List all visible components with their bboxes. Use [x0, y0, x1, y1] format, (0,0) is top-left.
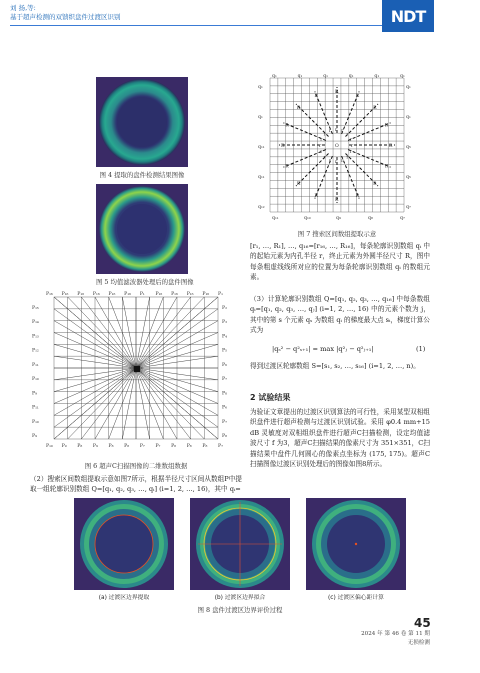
fig6-label-bottom: P₈	[202, 444, 208, 449]
fig7-label-top: q₁	[272, 74, 277, 79]
fig7-label-bottom: q₈	[368, 216, 373, 221]
fig7-label-right: q₁	[406, 85, 411, 90]
fig7-outer-R-label: R	[355, 193, 360, 199]
fig7-label-top: q₁	[374, 74, 380, 79]
fig6-label-right: P₆	[222, 405, 227, 411]
fig7-label-top: q₁	[323, 74, 328, 79]
fig6-label-right: P₇	[222, 419, 227, 425]
fig6-label-top: P₁₆	[155, 292, 163, 297]
fig6-label-right: P₂	[222, 306, 227, 311]
fig6-label-left: P₁₄	[32, 320, 39, 326]
fig5-caption: 图 5 均值滤波器处理后的盘件图像	[96, 278, 194, 286]
fig7-outer-R-label: R	[335, 90, 339, 95]
fig6-label-top: P₁	[139, 292, 145, 297]
fig7-outer-R-label: R	[281, 144, 285, 149]
fig7-outer-R-label: R	[384, 123, 389, 129]
fig7-outer-R-label: R	[384, 164, 389, 170]
fig8-caption: 图 8 盘件过渡区边界评价过程	[197, 606, 283, 614]
fig6-label-left: P₁₁	[32, 362, 39, 368]
equation-1: |qₛ² − q²ₛ₊₁| = max |q²ⱼ − q²ⱼ₊₁|	[272, 345, 374, 353]
fig7-outer-R-label: R	[296, 105, 301, 111]
fig6-label-right: P₈	[222, 434, 227, 439]
fig6-label-left: P₉	[32, 434, 37, 439]
fig6-label-left: P₁₁	[32, 405, 39, 411]
fig7-outer-R-label: R	[285, 123, 289, 129]
right-paragraph-2: （3）计算轮廓识别数组 Q=[q₁, q₂, q₃, …, q₁₆] 中每条数组 qᵢ=[q₁, q₂, q₃, …, qⱼ] (i=1, 2, …, 16) 中的元素个数为 j，其中的第 s 个元素 qₛ 为数组 qᵢ 的梯度最大点 sᵢ，梯度计算公式为	[250, 295, 430, 335]
fig6-label-bottom: P₈	[186, 444, 192, 449]
fig8a-label: (a) 过渡区边界提取	[98, 595, 150, 601]
fig7-label-right: q₁	[406, 115, 411, 120]
equation-number: (1)	[416, 345, 426, 353]
fig6-label-bottom: P₇	[155, 444, 161, 449]
fig7-search-ray	[345, 153, 378, 186]
fig6-label-bottom: P₁₀	[46, 444, 53, 449]
fig7-inner-r-label: r	[320, 150, 323, 156]
fig7-outer-R-label: R	[296, 182, 301, 188]
fig7-outer-R-label: R	[389, 144, 393, 149]
fig7-label-top: q₁	[348, 74, 354, 79]
fig7-outer-R-label: R	[355, 94, 360, 100]
section-heading: 2 试验结果	[250, 393, 291, 402]
fig7-outer-R-label: R	[314, 193, 318, 199]
fig7-label-top: q₁	[297, 74, 303, 79]
fig6-label-top: P₁₆	[92, 292, 100, 297]
fig4-image	[96, 77, 188, 167]
fig5-image	[96, 184, 188, 274]
fig6-label-top: P₁₆	[108, 292, 116, 297]
fig6-label-top: P₁₆	[46, 292, 53, 297]
fig7-search-ray	[296, 104, 329, 137]
fig7-outer-R-label: R	[335, 198, 339, 203]
fig6-label-right: P₅	[222, 348, 227, 354]
fig6-label-left: P₁₂	[32, 348, 39, 354]
fig7-inner-r-label: r	[335, 128, 338, 133]
journal-logo: NDT	[382, 0, 434, 32]
fig7-inner-r-label: r	[349, 150, 352, 156]
section-paragraph: 为验证文章提出的过渡区识别算法的可行性，采用某型双相组织盘件进行超声检测与过渡区识别试验。采用 φ0.4 mm+15 dB 灵敏度对双相组织盘件进行超声C扫描检测，设定均值滤波尺寸 f 为3，超声C扫描结果的像素尺寸为 351×351，C扫描结果中盘件几何圆心的像素点坐标为 (175, 175)。超声C扫描图像过渡区识别处理后的图像如图8所示。	[250, 408, 430, 469]
fig7-inner-r-label: r	[351, 144, 354, 149]
fig6-label-top: P₁₆	[202, 292, 210, 297]
fig6-label-bottom: P₉	[92, 444, 98, 449]
fig6-label-right: P₈	[222, 391, 227, 397]
fig7-label-left: q₁	[258, 85, 263, 90]
fig7-label-bottom: q₇	[400, 216, 405, 221]
left-column-paragraph: （2）搜索区间数组提取示意如图7所示，根据半径尺寸区间从数组P中提取一组轮廓识别数组 Q=[q₁, q₂, q₃, …, qᵢ] (i=1, 2, …, 16)，其中 qᵢ=	[30, 475, 242, 494]
fig6-label-top: P₁₆	[61, 292, 69, 297]
fig7-label-right: q₅	[406, 145, 411, 150]
fig7-diagram	[258, 72, 416, 228]
running-header-title: 基于超声检测的双馈织盘件过渡区识别	[10, 13, 121, 21]
fig7-caption: 图 7 搜索区间数组提取示意	[297, 230, 377, 238]
fig7-label-left: q₁₁	[258, 145, 265, 150]
fig7-inner-r-label: r	[323, 132, 326, 138]
fig7-inner-r-label: r	[328, 129, 332, 135]
fig6-label-top: P₁₆	[171, 292, 178, 297]
right-paragraph-1: [r₁, …, R₁], …, q₁₆=[r₁₆, …, R₁₆]，每条轮廓识别数组 qᵢ 中的起始元素为内孔半径 r，终止元素为外圆半径尺寸 R，图中每条粗虚线线所对应的位置为每条轮廓识别数组 qᵢ 的数组元素。	[250, 242, 430, 282]
header-rule	[10, 25, 382, 26]
fig7-inner-r-label: r	[319, 144, 322, 149]
fig7-label-bottom: q₁₁	[272, 216, 279, 221]
footer-issue: 2024 年 第 46 卷 第 11 期	[361, 631, 430, 637]
fig6-label-right: P₃	[222, 320, 227, 326]
fig8b-image	[190, 498, 290, 590]
fig7-inner-r-label: r	[320, 137, 323, 143]
fig7-outer-R-label: R	[373, 105, 377, 111]
fig6-center-block	[134, 366, 140, 372]
fig6-label-left: P₁₅	[32, 306, 39, 311]
running-header-authors: 刘 扬,等:	[10, 4, 36, 12]
fig7-inner-r-label: r	[346, 155, 349, 161]
fig4-caption: 图 4 提取的盘件检测结果图像	[99, 171, 185, 179]
fig7-label-left: q₁₂	[258, 205, 265, 210]
fig8c-label: (c) 过渡区偏心距计算	[328, 595, 384, 601]
fig7-label-bottom: q₉	[336, 216, 341, 221]
fig7-inner-r-label: r	[341, 158, 344, 164]
fig7-label-left: q₁	[258, 115, 263, 120]
fig7-center-label: O	[335, 144, 339, 149]
fig7-inner-r-label: r	[323, 155, 326, 161]
fig7-label-left: q₁₁	[258, 175, 265, 180]
fig7-label-bottom: q₁₀	[304, 216, 311, 221]
fig7-inner-r-label: r	[335, 160, 338, 165]
fig8a-image	[74, 498, 174, 590]
fig7-label-right: q₅	[406, 175, 411, 180]
fig6-label-bottom: P₈	[171, 444, 177, 449]
right-paragraph-3: 得到过渡区轮廓数组 S=[s₁, s₂, …, s₁₆] (i=1, 2, …, n)。	[250, 362, 420, 370]
fig7-inner-r-label: r	[341, 129, 344, 135]
fig7-label-right: q₇	[406, 205, 411, 210]
fig6-label-top: P₁₆	[77, 292, 85, 297]
fig6-label-top: P₁₆	[186, 292, 194, 297]
fig6-label-bottom: P₇	[139, 444, 145, 449]
fig6-label-bottom: P₈	[124, 444, 130, 449]
fig6-label-right: P₄	[222, 334, 227, 340]
fig6-caption: 图 6 超声C扫描图像的二维数组数据	[84, 462, 188, 470]
fig6-label-bottom: P₇	[218, 444, 223, 449]
fig6-label-right: P₇	[222, 377, 227, 383]
fig6-label-top: P₁₆	[124, 292, 131, 297]
fig7-outer-R-label: R	[285, 164, 289, 170]
fig6-label-bottom: P₈	[108, 444, 114, 449]
page-number: 45	[414, 616, 431, 630]
fig8b-label: (b) 过渡区边界拟合	[214, 595, 266, 601]
fig8c-image	[306, 498, 406, 590]
fig6-label-top: P₁	[218, 292, 223, 297]
fig7-inner-r-label: r	[349, 137, 352, 143]
fig6-diagram	[30, 289, 242, 457]
fig7-inner-r-label: r	[346, 132, 349, 138]
fig6-label-right: P₆	[222, 362, 227, 368]
fig6-label-left: P₁₀	[32, 377, 39, 383]
fig6-label-bottom: P₉	[61, 444, 67, 449]
footer-journal: 无损检测	[407, 640, 430, 646]
fig7-outer-R-label: R	[373, 182, 377, 188]
fig6-label-left: P₉	[32, 391, 37, 397]
fig7-outer-R-label: R	[314, 94, 318, 100]
fig7-inner-r-label: r	[328, 158, 332, 164]
fig6-label-left: P₁₃	[32, 334, 39, 340]
fig7-label-top: q₁	[400, 74, 405, 79]
fig6-label-bottom: P₈	[77, 444, 83, 449]
fig6-label-left: P₁₀	[32, 419, 39, 425]
